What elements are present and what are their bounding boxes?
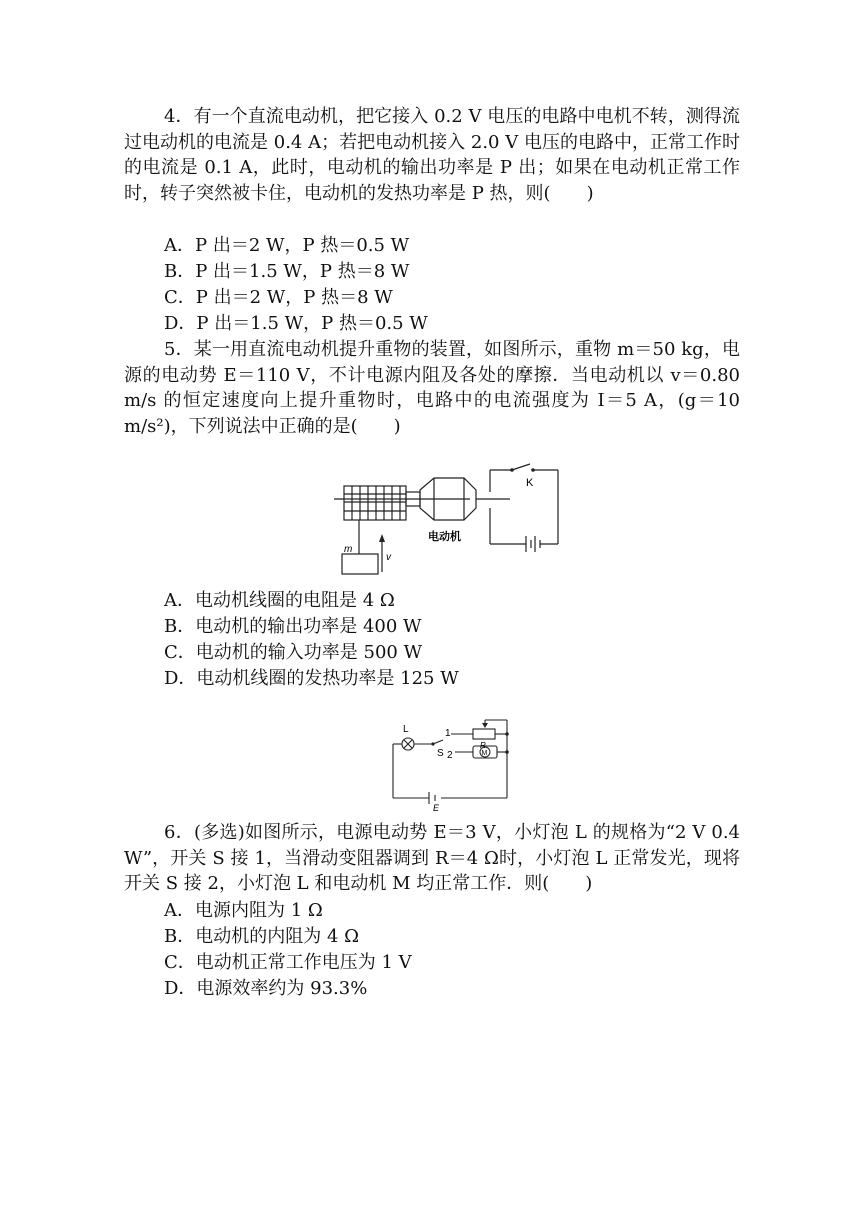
q6-motor-label: M	[481, 750, 488, 757]
q6-circuit-diagram	[385, 712, 515, 812]
q6-stem: 6．(多选)如图所示，电源电动势 E＝3 V，小灯泡 L 的规格为“2 V 0.4 W”，开关 S 接 1，当滑动变阻器调到 R＝4 Ω时，小灯泡 L 正常发光，现将开关 S 接 2，小灯泡 L 和电动机 M 均正常工作．则( )	[124, 822, 740, 895]
q6-option-c: C．电动机正常工作电压为 1 V	[164, 952, 412, 973]
q5-option-d: D．电动机线圈的发热功率是 125 W	[164, 668, 459, 689]
q6-resistor-label: R	[480, 741, 486, 750]
q6-pos1-label: 1	[445, 728, 451, 739]
q5-stem: 5．某一用直流电动机提升重物的装置，如图所示，重物 m＝50 kg，电源的电动势 E＝110 V，不计电源内阻及各处的摩擦．当电动机以 v＝0.80 m/s 的恒定速度向上提升重物时，电路中的电流强度为 I＝5 A，(g＝10 m/s²)，下列说法中正确的是( )	[124, 339, 740, 437]
q4-stem: 4．有一个直流电动机，把它接入 0.2 V 电压的电路中电机不转，测得流过电动机的电流是 0.4 A；若把电动机接入 2.0 V 电压的电路中，正常工作时的电流是 0.1 A，此时，电动机的输出功率是 P 出；如果在电动机正常工作时，转子突然被卡住，电动机的发热功率是 P 热，则( )	[124, 106, 740, 204]
q6-source-label: E	[433, 803, 440, 812]
q6-lamp-label: L	[403, 724, 409, 735]
q6-option-d: D．电源效率约为 93.3%	[164, 978, 368, 999]
q4-option-d: D．P 出＝1.5 W，P 热＝0.5 W	[164, 313, 428, 334]
q4-option-a: A．P 出＝2 W，P 热＝0.5 W	[164, 235, 410, 256]
q6-option-b: B．电动机的内阻为 4 Ω	[164, 926, 360, 947]
q6-pos2-label: 2	[447, 750, 453, 761]
q6-switch-label: S	[437, 748, 444, 759]
q5-option-a: A．电动机线圈的电阻是 4 Ω	[164, 590, 395, 611]
q5-motor-lift-diagram	[330, 462, 565, 580]
q5-switch-label: K	[526, 477, 534, 489]
q5-mass-label: m	[344, 544, 353, 555]
q5-option-b: B．电动机的输出功率是 400 W	[164, 616, 422, 637]
q4-option-b: B．P 出＝1.5 W，P 热＝8 W	[164, 261, 410, 282]
q5-motor-label: 电动机	[428, 531, 461, 543]
q5-velocity-label: v	[386, 552, 391, 563]
q5-option-c: C．电动机的输入功率是 500 W	[164, 642, 423, 663]
q6-option-a: A．电源内阻为 1 Ω	[164, 900, 323, 921]
q4-option-c: C．P 出＝2 W，P 热＝8 W	[164, 287, 393, 308]
